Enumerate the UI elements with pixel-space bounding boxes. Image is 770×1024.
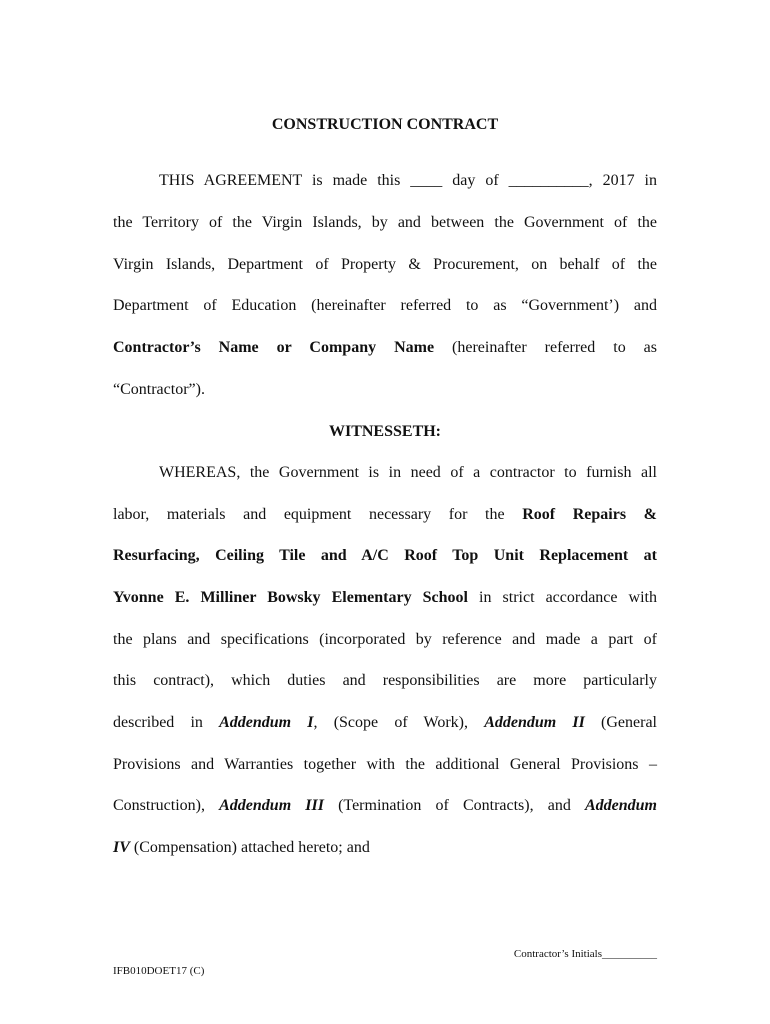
para2-line10: [113, 837, 657, 859]
para1-line4: Department of Education (hereinafter referred to as “Government’) and: [113, 297, 657, 314]
project-name-part2: Resurfacing, Ceiling Tile and A/C Roof Top Unit Replacement at: [113, 547, 657, 564]
para2-line3: [113, 545, 657, 567]
para2-line7: [113, 712, 657, 734]
para1-line5: [113, 337, 657, 359]
para2-line9-mid: (Termination of Contracts), and: [323, 797, 585, 814]
para2-line10-rest: (Compensation) attached hereto; and: [129, 839, 370, 856]
addendum-2: Addendum II: [484, 714, 585, 731]
para2-line7-pre: described in: [113, 714, 220, 731]
document-code: IFB010DOET17 (C): [113, 965, 205, 977]
page-title: CONSTRUCTION CONTRACT: [271, 116, 499, 133]
para2-line5: the plans and specifications (incorporated by reference and made a part of: [113, 631, 657, 648]
para2-line2: [113, 504, 657, 526]
addendum-3: Addendum III: [219, 797, 324, 814]
para1-line3: Virgin Islands, Department of Property & Procurement, on behalf of the: [113, 256, 657, 273]
para1-line5-rest: (hereinafter referred to as: [434, 339, 657, 356]
addendum-4-part2: IV: [113, 839, 130, 856]
para1-line2: the Territory of the Virgin Islands, by and between the Government of the: [113, 214, 657, 231]
para2-line7-post: (General: [584, 714, 657, 731]
contractor-name-bold: Contractor’s Name or Company Name: [113, 339, 435, 356]
para2-line9-pre: Construction),: [113, 797, 220, 814]
school-name: Yvonne E. Milliner Bowsky Elementary School: [113, 589, 468, 606]
contractor-initials: Contractor’s Initials__________: [513, 948, 657, 960]
para2-line8: Provisions and Warranties together with the additional General Provisions –: [113, 756, 657, 773]
para2-line6: this contract), which duties and responsibilities are more particularly: [113, 672, 657, 689]
para2-line9: [113, 795, 657, 817]
addendum-1: Addendum I: [219, 714, 314, 731]
para1-line6: “Contractor”).: [113, 381, 205, 398]
para2-line4-rest: in strict accordance with: [467, 589, 658, 606]
witnesseth-heading: WITNESSETH:: [328, 423, 442, 440]
para2-line1: WHEREAS, the Government is in need of a contractor to furnish all: [159, 464, 657, 481]
para2-line4: [113, 587, 657, 609]
addendum-4-part1: Addendum: [584, 797, 657, 814]
para2-line7-mid: , (Scope of Work),: [313, 714, 485, 731]
para2-line2-pre: labor, materials and equipment necessary for the: [113, 506, 523, 523]
project-name-part1: Roof Repairs &: [522, 506, 658, 523]
para1-line1: THIS AGREEMENT is made this ____ day of __________, 2017 in: [159, 172, 657, 189]
